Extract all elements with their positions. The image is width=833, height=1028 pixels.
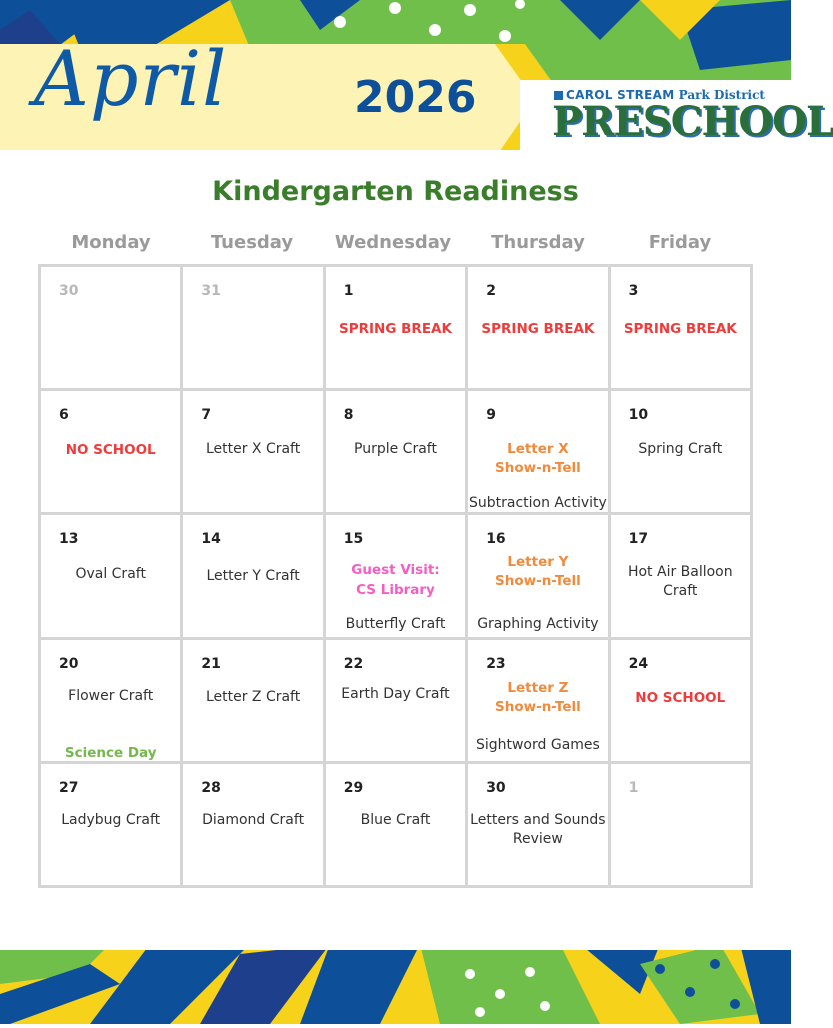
event-activity: Blue Craft <box>360 811 431 828</box>
calendar-cell <box>611 515 750 636</box>
day-number: 7 <box>201 407 212 424</box>
logo-org-suffix: Park District <box>678 88 765 102</box>
calendar-cell <box>468 640 607 761</box>
calendar-cell <box>41 267 180 388</box>
event-activity: Letter Z Craft <box>205 688 301 705</box>
calendar-cell <box>41 764 180 885</box>
day-number: 21 <box>201 655 221 672</box>
calendar-cell <box>183 640 322 761</box>
event-activity: Graphing Activity <box>477 616 599 633</box>
event-science-day: Science Day <box>64 744 157 761</box>
day-number: 1 <box>343 283 354 299</box>
logo-org-name: CAROL STREAM <box>566 88 675 102</box>
calendar-cell <box>468 764 607 885</box>
event-activity: Ladybug Craft <box>61 811 161 828</box>
event-activity: Diamond Craft <box>202 811 305 828</box>
calendar-cell <box>41 391 180 512</box>
calendar-cell <box>183 515 322 636</box>
event-show-n-tell: Show-n-Tell <box>495 460 581 477</box>
calendar-cell <box>326 267 465 388</box>
day-number: 20 <box>59 655 79 672</box>
day-number: 13 <box>59 531 79 548</box>
event-spring-break: SPRING BREAK <box>623 321 737 337</box>
event-activity: Hot Air Balloon <box>627 564 733 581</box>
calendar-cell <box>611 391 750 512</box>
event-spring-break: SPRING BREAK <box>339 321 452 337</box>
day-number: 1 <box>628 779 639 796</box>
day-number: 29 <box>343 779 364 796</box>
event-show-n-tell: Letter X <box>507 441 569 458</box>
calendar-cell <box>611 640 750 761</box>
calendar-cell <box>326 640 465 761</box>
weekday-header-tuesday: Tuesday <box>210 232 294 253</box>
event-spring-break: SPRING BREAK <box>481 321 595 337</box>
event-activity: Sightword Games <box>475 736 600 753</box>
logo-preschool: PRESCHOOL <box>552 98 833 145</box>
event-activity: Subtraction Activity <box>468 495 607 512</box>
event-guest-visit: CS Library <box>356 582 435 599</box>
bottom-decorative-banner <box>0 944 791 1024</box>
day-number: 9 <box>486 407 496 424</box>
day-number: 27 <box>59 779 79 796</box>
event-no-school: NO SCHOOL <box>65 442 156 459</box>
calendar-subtitle: Kindergarten Readiness <box>212 176 579 207</box>
event-activity: Spring Craft <box>638 441 723 458</box>
calendar-cell <box>183 391 322 512</box>
event-guest-visit: Guest Visit: <box>351 562 440 579</box>
day-number: 16 <box>486 531 506 548</box>
event-no-school: NO SCHOOL <box>635 689 726 706</box>
event-activity: Oval Craft <box>75 566 146 583</box>
day-number: 8 <box>343 407 354 424</box>
weekday-header-wednesday: Wednesday <box>334 232 452 253</box>
calendar-cell <box>611 267 750 388</box>
calendar-cell <box>326 391 465 512</box>
calendar-cell <box>41 640 180 761</box>
weekday-header-thursday: Thursday <box>491 232 585 253</box>
event-activity: Review <box>512 830 563 847</box>
day-number: 31 <box>201 283 221 299</box>
calendar-cell <box>611 764 750 885</box>
event-activity: Letters and Sounds <box>470 811 606 828</box>
event-activity: Letter X Craft <box>205 441 301 458</box>
month-title: April <box>34 34 228 123</box>
day-number: 10 <box>628 407 649 424</box>
calendar-cell <box>468 391 607 512</box>
day-number: 22 <box>343 655 364 672</box>
year-title: 2026 <box>354 72 477 123</box>
day-number: 3 <box>628 283 639 299</box>
event-activity: Earth Day Craft <box>341 685 450 702</box>
day-number: 30 <box>486 779 506 796</box>
event-activity: Letter Y Craft <box>206 568 300 585</box>
calendar-cell <box>183 764 322 885</box>
day-number: 30 <box>59 283 79 299</box>
day-number: 6 <box>59 407 69 424</box>
calendar-cell <box>468 267 607 388</box>
event-show-n-tell: Letter Y <box>507 554 569 571</box>
day-number: 17 <box>628 531 649 548</box>
event-activity: Flower Craft <box>68 687 154 704</box>
event-activity: Butterfly Craft <box>345 616 446 633</box>
calendar-cell <box>326 515 465 636</box>
day-number: 24 <box>628 655 649 672</box>
day-number: 28 <box>201 779 221 796</box>
day-number: 14 <box>201 531 221 548</box>
weekday-header-friday: Friday <box>648 232 712 253</box>
calendar-grid <box>38 264 753 888</box>
day-number: 15 <box>343 531 364 548</box>
event-activity: Purple Craft <box>354 441 437 458</box>
calendar-cell <box>468 515 607 636</box>
event-show-n-tell: Show-n-Tell <box>495 573 581 590</box>
calendar-cell <box>183 267 322 388</box>
event-show-n-tell: Show-n-Tell <box>495 698 581 715</box>
calendar-cell <box>41 515 180 636</box>
day-number: 2 <box>486 283 496 299</box>
weekday-header-monday: Monday <box>71 232 151 253</box>
calendar-cell <box>326 764 465 885</box>
day-number: 23 <box>486 655 506 672</box>
event-show-n-tell: Letter Z <box>507 679 569 696</box>
event-activity: Craft <box>663 583 698 600</box>
